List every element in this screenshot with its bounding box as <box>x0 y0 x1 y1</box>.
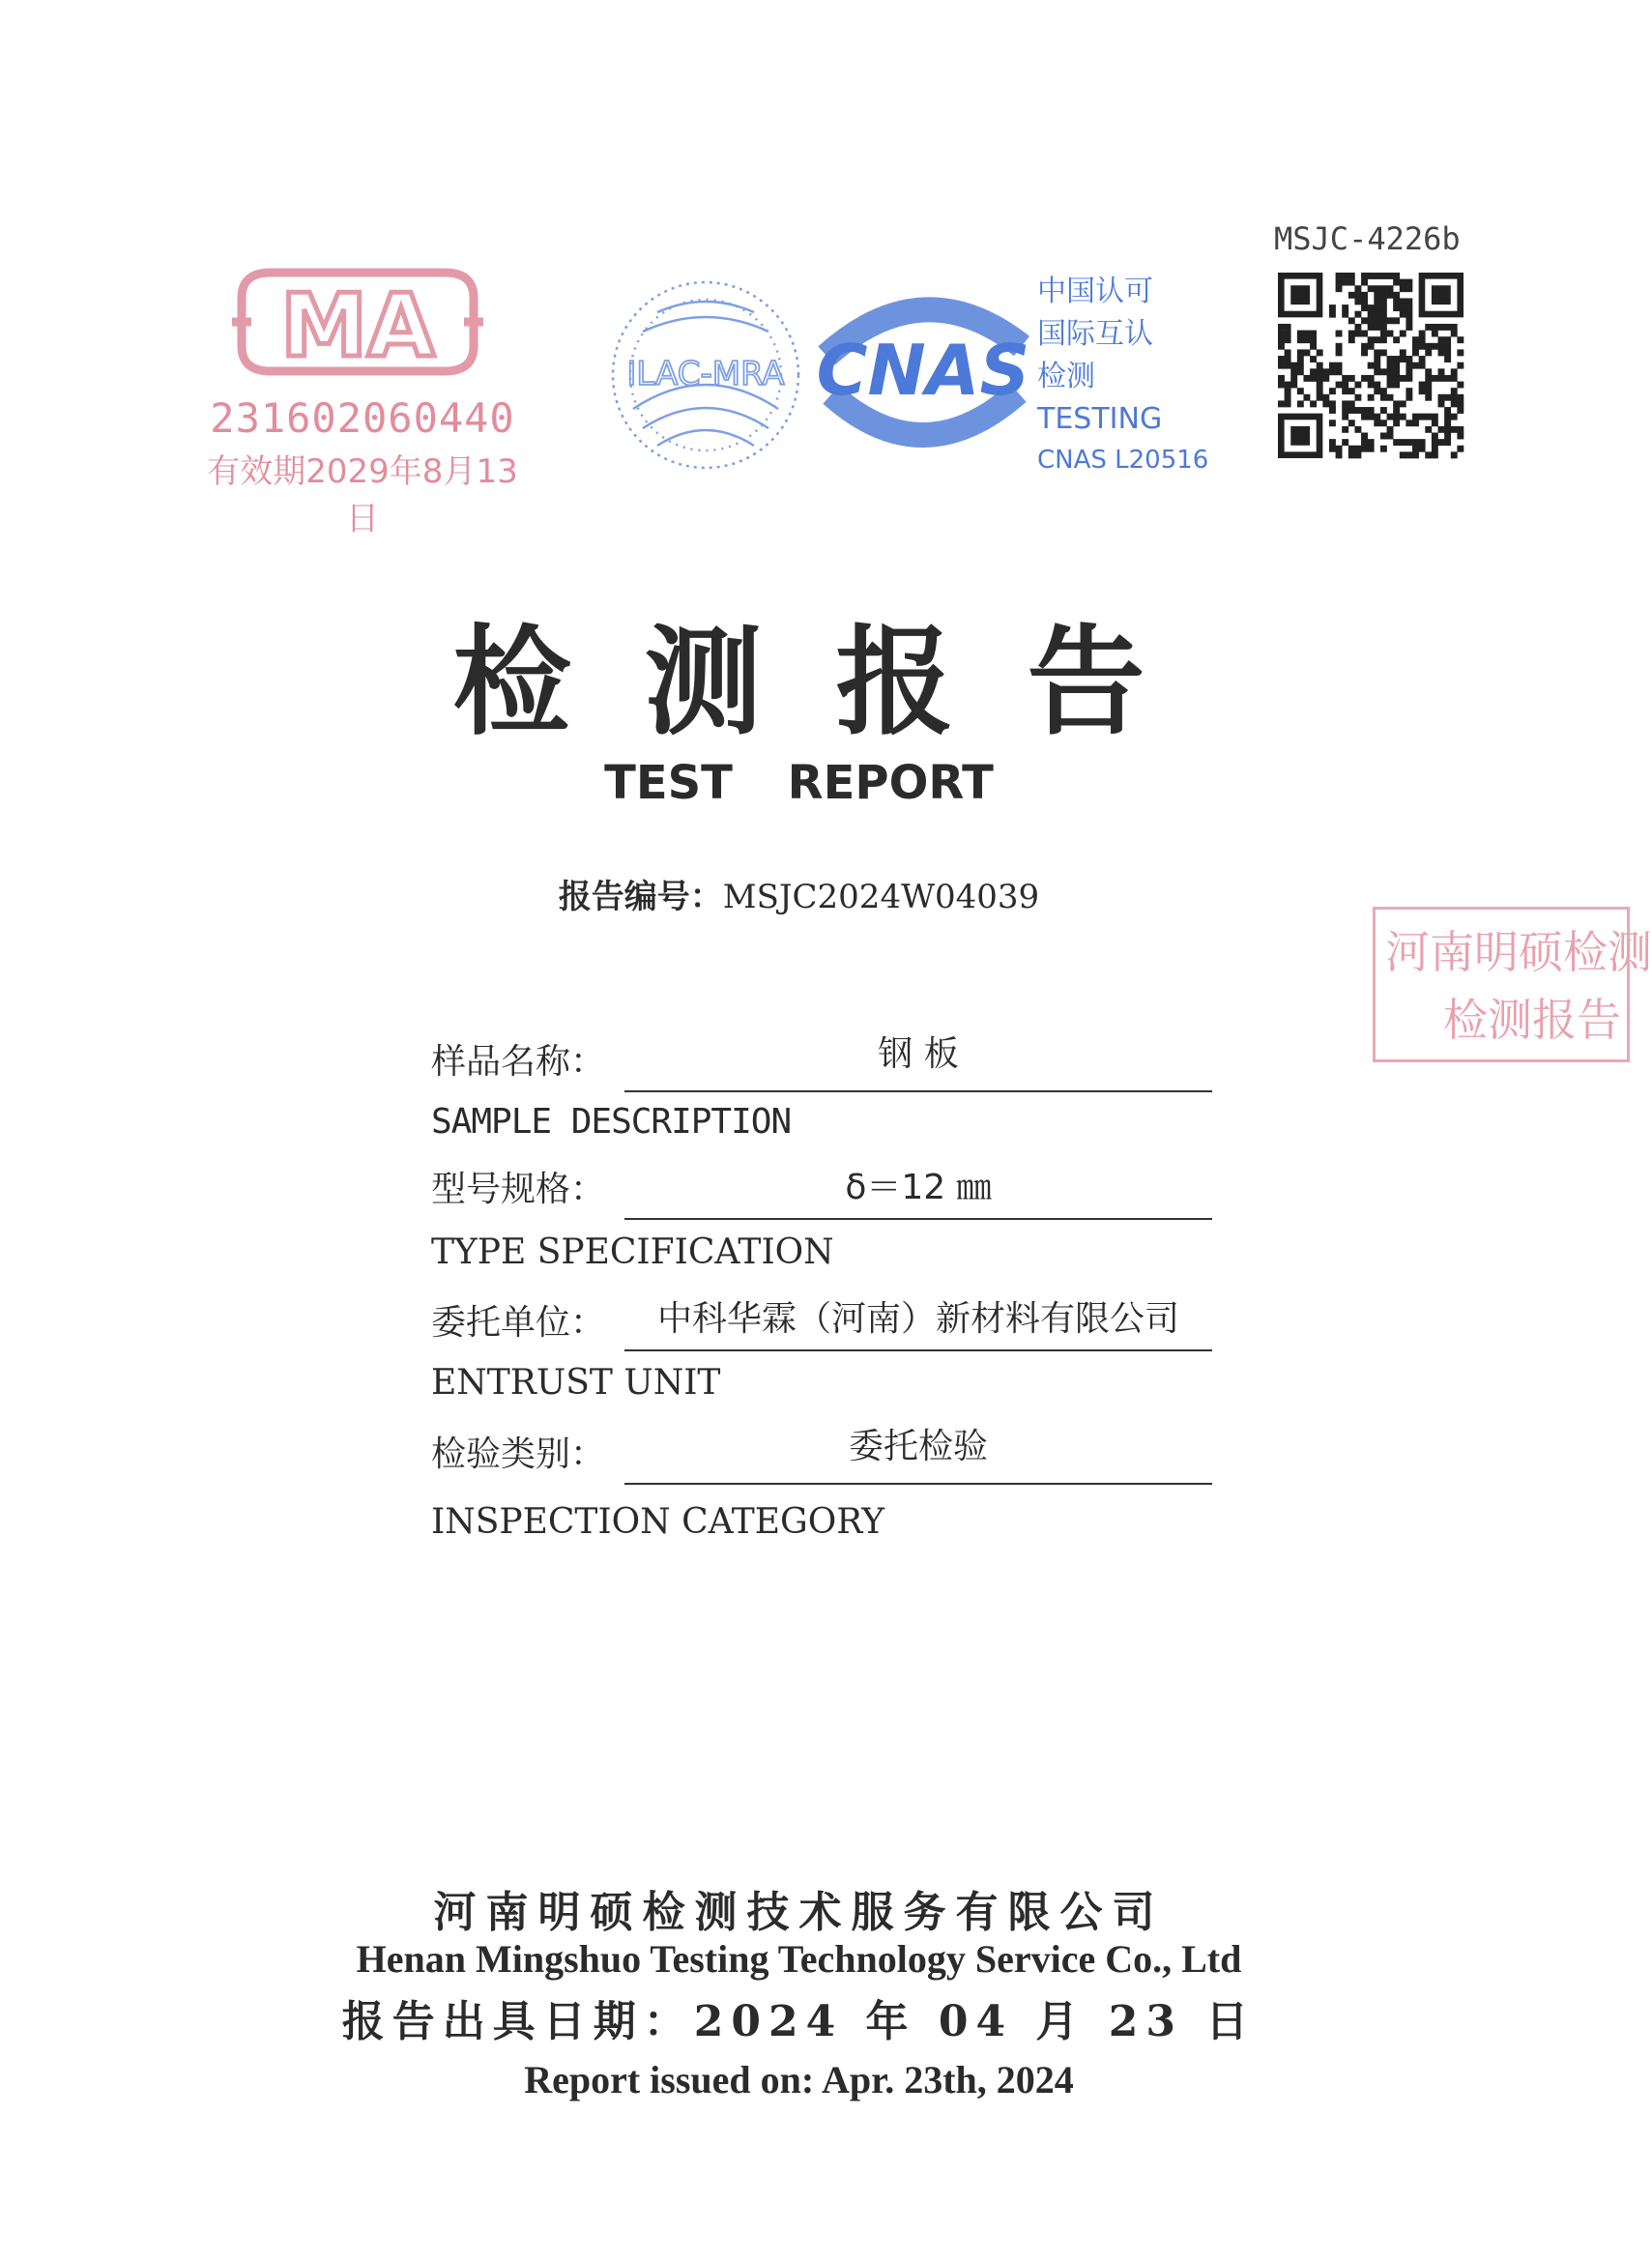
side-seal-line2: 检测报告 <box>1443 994 1621 1046</box>
type-value: δ＝12 ㎜ <box>845 1168 992 1207</box>
issue-date-cn: 报告出具日期：2024 年 04 月 23 日 <box>341 1997 1257 2046</box>
sample-label-en: SAMPLE DESCRIPTION <box>431 1102 792 1142</box>
side-seal-stamp <box>1373 907 1652 1062</box>
cnas-mutual-text: 国际互认 <box>1037 317 1153 351</box>
type-underline <box>624 1218 1212 1220</box>
entrust-label: 委托单位： <box>431 1303 606 1343</box>
inspection-value: 委托检验 <box>848 1427 988 1466</box>
report-code: MSJC-4226b <box>1274 220 1461 257</box>
entrust-value: 中科华霖（河南）新材料有限公司 <box>656 1299 1179 1339</box>
cnas-testing-cn-text: 检测 <box>1037 360 1095 393</box>
svg-text:MA: MA <box>280 275 435 377</box>
company-name-cn: 河南明硕检测技术服务有限公司 <box>433 1888 1165 1937</box>
sample-underline <box>624 1090 1212 1092</box>
report-number-value: MSJC2024W04039 <box>722 878 1040 916</box>
type-label-en: TYPE SPECIFICATION <box>431 1232 834 1272</box>
cma-stamp <box>203 259 522 538</box>
cnas-recognition-text: 中国认可 <box>1037 275 1153 308</box>
side-seal-line1: 河南明硕检测 <box>1385 926 1652 978</box>
entrust-underline <box>624 1349 1212 1351</box>
issue-date-en: Report issued on: Apr. 23th, 2024 <box>524 2058 1074 2101</box>
cma-logo-icon <box>232 259 483 385</box>
cma-number: 231602060440 <box>210 394 515 442</box>
ilac-mra-mark <box>604 274 807 480</box>
inspection-underline <box>624 1483 1212 1485</box>
cnas-testing-en-text: TESTING <box>1037 402 1163 436</box>
report-number <box>0 870 1598 917</box>
entrust-label-en: ENTRUST UNIT <box>431 1363 721 1403</box>
title-en: TEST REPORT <box>604 756 994 810</box>
svg-text:CNAS: CNAS <box>816 330 1030 411</box>
svg-text:ILAC-MRA: ILAC-MRA <box>626 355 785 393</box>
cnas-info <box>1037 271 1221 479</box>
inspection-label: 检验类别： <box>431 1434 606 1474</box>
cnas-mark <box>807 278 1039 466</box>
company-name-en: Henan Mingshuo Testing Technology Service Co., Ltd <box>356 1937 1242 1981</box>
title-cn: 检测报告 <box>452 612 1219 751</box>
ilac-mra-globe-icon <box>604 274 807 477</box>
inspection-label-en: INSPECTION CATEGORY <box>431 1502 885 1542</box>
qr-code-icon <box>1278 273 1464 462</box>
cnas-logo-icon <box>807 278 1039 462</box>
cnas-number-text: CNAS L20516 <box>1037 446 1209 475</box>
sample-label: 样品名称： <box>431 1042 606 1082</box>
report-number-label: 报告编号： <box>558 878 723 916</box>
cma-validity: 有效期2029年8月13日 <box>207 452 518 538</box>
sample-value: 钢 板 <box>878 1034 959 1074</box>
type-label: 型号规格： <box>431 1170 606 1209</box>
